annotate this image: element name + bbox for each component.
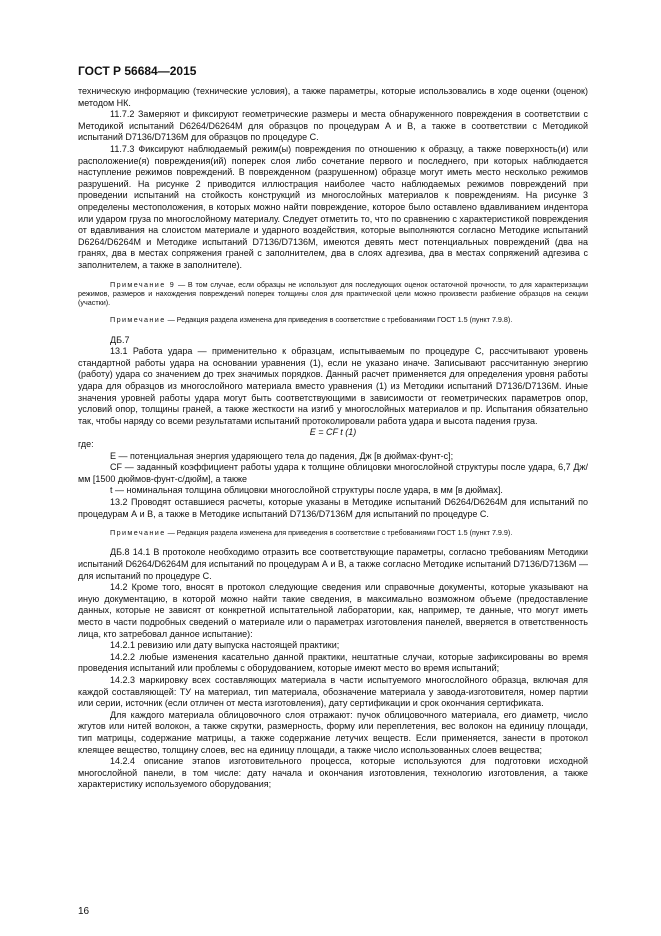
where-label: где: — [78, 439, 94, 450]
paragraph: 14.2.2 любые изменения касательно данной практики, нештатные случаи, которые зафиксированы во время проведения испытаний или проблемы с оборудованием, которые имеют место во время испытаний; — [78, 651, 588, 674]
note — [78, 280, 588, 308]
paragraph: 11.7.2 Замеряют и фиксируют геометрические размеры и места обнаруженного повреждения в соответствии с Методикой испытаний D6264/D6264M для образцов по процедурам А и В, а также в соответствии с Методикой испытаний D7136/D7136M для образцов по процедуре С. — [78, 109, 588, 143]
definition: t — номинальная толщина облицовки многослойной структуры после удара, в мм [в дюймах]. — [110, 485, 503, 496]
paragraph: 14.2 Кроме того, вносят в протокол следующие сведения или справочные документы, которые указывают на иную документацию, в которой можно найти такие сведения, в максимально возможном объеме (предоставление данных, которые не зависят от конкретной испытательной лаборатории, как, например, те данные, что могут иметь место в части подробных сведений о материале или о параметрах изготовления панелей, вверяется в ответственность лица, кто затребовал данное испытание): — [78, 582, 588, 639]
page-number: 16 — [78, 906, 90, 917]
paragraph: ДБ.8 14.1 В протоколе необходимо отразить все соответствующие параметры, согласно требованиям Методики испытаний D6264/D6264M для испытаний по процедурам А и В, а также согласно Методике испытаний D7136/D7136M — для испытаний по процедуре С. — [78, 547, 588, 581]
note-text: — Редакция раздела изменена для приведения в соответствие с требованиями ГОСТ 1.5 (пункт 7.9.9). — [165, 528, 513, 538]
section-heading: ДБ.7 — [110, 334, 130, 345]
page-header: ГОСТ Р 56684—2015 — [78, 64, 197, 78]
paragraph: 13.1 Работа удара — применительно к образцам, испытываемым по процедуре С, рассчитывают уровень стандартной работы удара на основании уравнения (1), если не указано иначе. Записывают рассчитанную энергию (работу) удара со значением до трех значимых порядков. Данный расчет применяется для определения уровня работы удара для образцов из многослойного материала вместо уравнения (1) из Методики испытаний D7136/D7136M. Иные значения уровней работы удара могут быть соответствующими в зависимости от геометрических параметров опор, условий опор, толщины граней, а также жесткости на изгиб у многослойных материалов и пр. Испытания обязательно так, чтобы наряду со всеми результатами испытаний протоколировали работа удара и высота падения груза. — [78, 346, 588, 426]
document-body — [78, 86, 588, 791]
note — [78, 528, 588, 537]
note — [78, 315, 588, 324]
paragraph: 11.7.3 Фиксируют наблюдаемый режим(ы) повреждения по отношению к образцу, а также поверхность(и) или расположение(я) повреждения(ий) поперек слоя либо сочетание первого и последнего, при которых наблюдается наступление режимов повреждений. В поврежденном (разрушенном) образце могут иметь место несколько режимов разрушений. На рисунке 2 приводится иллюстрация наиболее часто наблюдаемых режимов повреждений при проведении испытаний на стойкость конструкций из многослойных материалов к повреждениям. На рисунке 3 определены местоположения, в которых можно найти повреждение, которое было оставлено вдавливанием индентора или ударом груза по многослойному материалу. Следует отметить то, что по сравнению с характеристикой повреждения от вдавливания на слоистом материале и ударного воздействия, которые выполняются согласно Методике испытаний D6264/D6264M и Методике испытаний D7136/D7136M, имеются девять мест потенциальных повреждений (два на гранях, два в местах сопряжения граней с заполнителем, два в слоях адгезива, два в местах сопряжений адгезива с заполнителем, а также в заполнителе). — [78, 143, 588, 270]
note-text: — Редакция раздела изменена для приведения в соответствие с требованиями ГОСТ 1.5 (пункт 7.9.8). — [165, 315, 513, 325]
note-label: Примечание — [110, 528, 166, 538]
paragraph: 14.2.1 ревизию или дату выпуска настоящей практики; — [110, 640, 340, 651]
paragraph: Для каждого материала облицовочного слоя отражают: пучок облицовочного материала, его диаметр, число жгутов или нитей волокон, а также скрутки, размерность, форму или переплетения, вес волокон на единицу площади, тип матрицы, содержание матрицы, а также содержание летучих веществ. Если применяется, занести в протокол клеящее вещество, толщину слоев, вес на единицу площади, а также число использованных слоев вещества; — [78, 709, 588, 755]
note-text: — В том случае, если образцы не используют для последующих оценок остаточной прочности, то для характеризации режимов, размеров и нахождения повреждений поперек толщины слоя для практической цели можно произвести разбиение образцов на секции (участки). — [78, 279, 588, 308]
paragraph: 14.2.3 маркировку всех составляющих материала в части испытуемого многослойного образца, включая для каждой составляющей: ТУ на материал, тип материала, обозначение материала у завода-изготовителя, номер партии или серии, источник (если отличен от места изготовления), дату сертификации и срок окончания сертификата. — [78, 675, 588, 709]
note-label: Примечание 9 — [110, 279, 176, 289]
note-label: Примечание — [110, 315, 166, 325]
formula: E = CF t (1) — [309, 427, 357, 438]
paragraph: 13.2 Проводят оставшиеся расчеты, которые указаны в Методике испытаний D6264/D6264M для испытаний по процедурам А и В, а также в Методике испытаний D7136/D7136M для испытаний по процедуре С. — [78, 497, 588, 519]
paragraph: техническую информацию (технические условия), а также параметры, которые использовались в ходе оценки (оценок) методом НК. — [78, 86, 588, 108]
definition: E — потенциальная энергия ударяющего тела до падения, Дж [в дюймах-фунт-с]; — [110, 450, 454, 461]
definition: CF — заданный коэффициент работы удара к толщине облицовки многослойной структуры после удара, 6,7 Дж/мм [1500 дюймов-фунт-с/дюйм], а также — [78, 462, 588, 484]
paragraph: 14.2.4 описание этапов изготовительного процесса, которые используются для подготовки исходной многослойной панели, в том числе: дату начала и окончания изготовления, технологию изготовления, а также характеристику используемого оборудования; — [78, 756, 588, 790]
